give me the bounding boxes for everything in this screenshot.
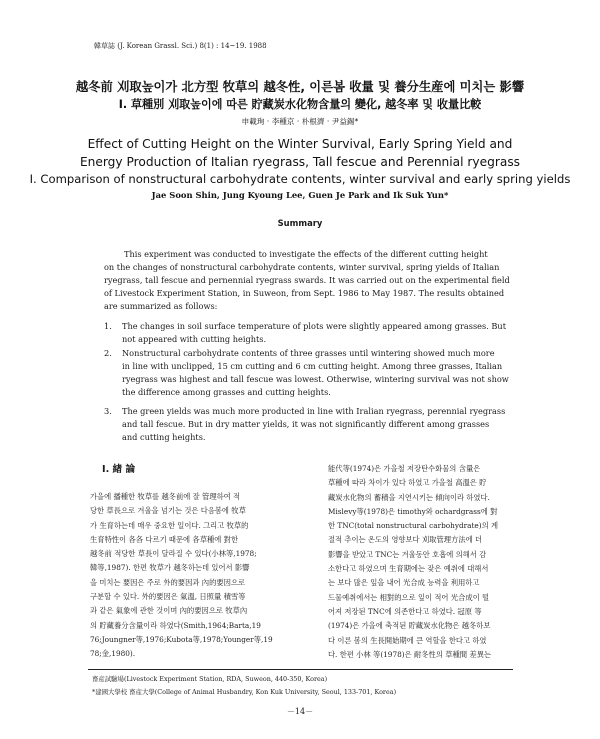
- korean-authors: 申載珣 · 李種京 · 朴根濟 · 尹益錫*: [241, 117, 359, 126]
- right-column-text: [328, 462, 520, 662]
- body-line: 76;Joungner等,1976;Kubota等,1978;Younger等,19: [90, 634, 273, 644]
- summary-item-line: ryegrass was highest and tall fescue was lowest. Otherwise, wintering survival was not show: [122, 374, 509, 384]
- body-line: 다 이른 봄의 生長開始期에 큰 역할을 한다고 하였: [328, 635, 487, 645]
- body-line: 78;金,1980).: [90, 649, 136, 659]
- body-line: 는 보다 많은 잎을 내어 光合成 능력을 利用하고: [328, 578, 480, 588]
- body-line: 影響을 받았고 TNC는 겨울동안 호흡에 의해서 감: [328, 549, 487, 559]
- footnote-affiliation-1: 畜産試驗場(Livestock Experiment Station, RDA, Suweon, 440-350, Korea): [92, 675, 328, 683]
- summary-line: This experiment was conducted to investigate the effects of the different cutting height: [124, 249, 488, 259]
- summary-item-line: and cutting heights.: [122, 432, 206, 442]
- body-line: 과 같은 氣象에 관한 것이며 內的要因으로 牧草內: [90, 606, 248, 616]
- summary-heading: Summary: [277, 218, 323, 228]
- english-title-line3: Ⅰ. Comparison of nonstructural carbohydrate contents, winter survival and early spring yields: [29, 172, 571, 186]
- body-line: 어져 저장된 TNC에 의존한다고 하였다. 冠原 等: [328, 606, 482, 616]
- body-line: 당한 草長으로 겨울을 넘기는 것은 다음봄에 牧草: [90, 506, 246, 516]
- summary-item-line: and tall fescue. But in dry matter yields, it was not significantly different among grasses: [122, 419, 490, 429]
- body-line: 드물예취에서는 相對的으로 잎이 적어 光合成이 떨: [328, 592, 490, 602]
- body-line: 生育特性이 各各 다르기 때문에 各草種에 對한: [90, 534, 239, 544]
- body-line: 절적 추이는 온도의 영향보다 刈取管理方法에 더: [328, 535, 483, 545]
- summary-line: ryegrass, tall fescue and pernennial ryegrass swards. It was carried out on the experimental field: [104, 275, 510, 285]
- korean-title-line1: 越冬前 刈取높이가 北方型 牧草의 越冬性, 이른봄 收量 및 養分生産에 미치는 影響: [75, 80, 525, 94]
- body-line: 草種에 따라 차이가 있다 하였고 가을철 高溫은 貯: [328, 478, 487, 488]
- page-number: －14－: [286, 707, 314, 716]
- footnote-divider: [88, 669, 513, 670]
- body-line: 의 貯藏養分含量이라 하였다(Smith,1964;Barta,19: [90, 620, 261, 630]
- body-line: 다. 한편 小林 等(1978)은 耐冬性의 草種間 差異는: [328, 649, 492, 659]
- summary-item-number: 1.: [104, 321, 112, 331]
- body-line: Mislevy等(1978)은 timothy와 ochardgrass에 對: [328, 506, 498, 516]
- body-line: 越冬前 적당한 草長이 달라질 수 있다(小林等,1978;: [90, 549, 257, 559]
- summary-item-line: The changes in soil surface temperature of plots were slightly appeared among grasses. But: [122, 321, 506, 331]
- body-line: 가을에 播種한 牧草를 越冬前에 잘 管理하여 적: [90, 492, 241, 501]
- summary-item-line: The green yields was much more producted in line with Iralian ryegrass, perennial ryegrass: [122, 406, 506, 416]
- summary-item-line: not appeared with cutting heights.: [122, 334, 267, 344]
- summary-item-line: the difference among grasses and cutting heights.: [122, 387, 331, 397]
- body-line: 가 生育하는데 매우 중요한 일이다. 그리고 牧草的: [90, 520, 249, 530]
- english-authors: Jae Soon Shin, Jung Kyoung Lee, Guen Je Park and Ik Suk Yun*: [151, 190, 449, 200]
- summary-item-line: Nonstructural carbohydrate contents of three grasses until wintering showed much more: [122, 348, 495, 358]
- summary-line: of Livestock Experiment Station, in Suweon, from Sept. 1986 to May 1987. The results obtained: [104, 288, 505, 298]
- summary-line: are summarized as follows:: [104, 301, 218, 311]
- summary-line: on the changes of nonstructural carbohydrate contents, winter survival, spring yields of Italian: [104, 262, 500, 272]
- body-line: 한 TNC(total nonstructural carbohydrate)의 계: [328, 521, 499, 531]
- body-line: 소한다고 하였으며 生育期에는 잦은 예취에 대해서: [328, 564, 489, 574]
- english-title-line1: Effect of Cutting Height on the Winter Survival, Early Spring Yield and: [87, 137, 513, 151]
- body-line: 能代等(1974)은 가을철 저장탄수화물의 含量은: [328, 464, 481, 473]
- body-line: 구분할 수 있다. 外的要因은 氣溫, 日照量 積雪等: [90, 592, 246, 602]
- english-title-line2: Energy Production of Italian ryegrass, Tall fescue and Perennial ryegrass: [79, 155, 521, 169]
- section-heading-introduction: Ⅰ. 緖 論: [102, 464, 136, 475]
- body-line: 을 미치는 要因은 주로 外的要因과 內的要因으로: [90, 577, 246, 587]
- summary-item-number: 2.: [104, 348, 112, 358]
- body-line: 韓等,1987). 한편 牧草가 越冬하는데 있어서 影響: [90, 563, 250, 573]
- body-line: (1974)은 가을에 축적된 貯藏炭水化物은 越冬하보: [328, 621, 491, 631]
- korean-title-line2: Ⅰ. 草種別 刈取높이에 따른 貯藏炭水化物含量의 變化, 越冬率 및 收量比較: [118, 98, 482, 111]
- body-line: 藏炭水化物의 蓄積을 지연시키는 傾向이라 하였다.: [328, 492, 490, 502]
- left-column-text: [90, 490, 314, 662]
- footnote-affiliation-2: *建國大學校 畜産大學(College of Animal Husbandry, Kon Kuk University, Seoul, 133-701, Korea): [92, 688, 397, 696]
- summary-item-number: 3.: [104, 406, 112, 416]
- summary-item-line: in line with unclipped, 15 cm cutting and 6 cm cutting height. Among three grasses, Italian: [122, 361, 503, 371]
- journal-citation: 韓草誌 (J. Korean Grassl. Sci.) 8(1) : 14~19. 1988: [94, 42, 267, 50]
